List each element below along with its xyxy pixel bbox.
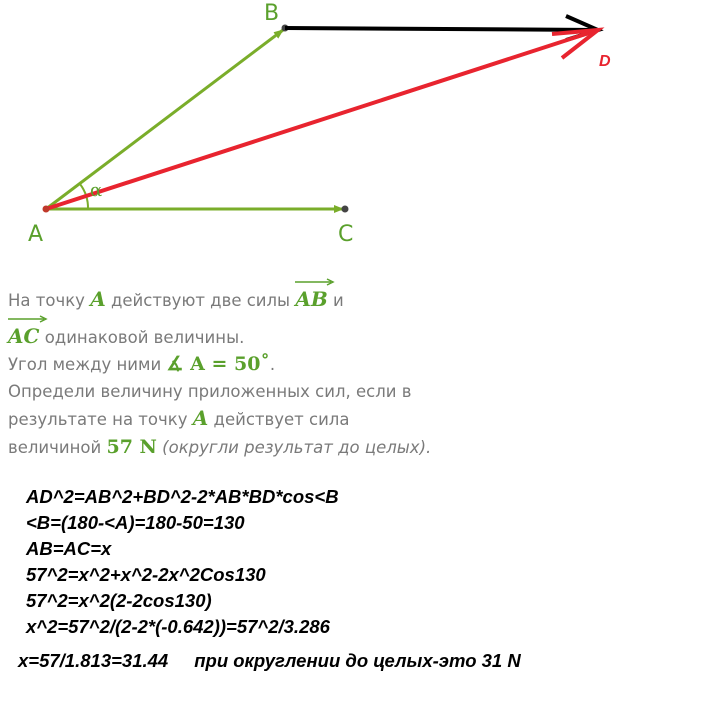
label-c: C: [338, 222, 354, 247]
vector-ab-label: AB: [295, 287, 328, 311]
problem-text-fragment: результате на точку: [8, 410, 188, 429]
solution-line-3: AB=AC=x: [26, 538, 112, 559]
problem-line-4: Определи величину приложенных сил, если в: [8, 381, 412, 401]
solution-line-2: <B=(180-<A)=180-50=130: [26, 512, 245, 533]
problem-text-fragment: и: [333, 291, 344, 310]
force-value: 57 N: [106, 435, 157, 458]
label-d: D: [599, 53, 611, 70]
problem-text-fragment: величиной: [8, 437, 102, 457]
solution-final-line: [18, 650, 521, 672]
problem-line-2: [8, 315, 428, 352]
label-b: B: [264, 1, 280, 26]
problem-line-6: [8, 434, 432, 462]
problem-text-fragment: действуют две силы: [110, 291, 291, 310]
solution-final-expression: x=57/1.813=31.44: [18, 650, 169, 671]
label-alpha: α: [90, 180, 103, 201]
solution-line-5: 57^2=x^2(2-2cos130): [26, 590, 212, 611]
angle-expression: ∡ A = 50˚: [166, 353, 270, 375]
vector-ac-symbol: [8, 315, 39, 350]
rounding-note: (округли результат до целых).: [162, 437, 432, 457]
problem-text: [8, 278, 432, 461]
solution-line-1: AD^2=AB^2+BD^2-2*AB*BD*cos<B: [26, 486, 339, 507]
vector-arrow-icon: [295, 278, 335, 286]
solution-final-note: при округлении до целых-это 31 N: [194, 650, 521, 671]
solution-line-4: 57^2=x^2+x^2-2x^2Cos130: [26, 564, 266, 585]
point-c-dot: [342, 206, 349, 213]
vector-ab-symbol: [295, 278, 327, 313]
problem-line-5: [8, 405, 428, 434]
vector-arrow-icon: [8, 315, 48, 323]
solution-line-6: x^2=57^2/(2-2*(-0.642))=57^2/3.286: [26, 616, 330, 637]
point-a-symbol: A: [192, 406, 209, 430]
problem-line-3: [8, 351, 428, 379]
problem-text-fragment: действует сила: [213, 410, 350, 429]
problem-text-fragment: .: [269, 355, 276, 374]
vector-ac-label: AC: [8, 323, 40, 348]
point-a-dot: [43, 206, 50, 213]
point-a-symbol: A: [90, 287, 106, 311]
vector-ab: [46, 30, 283, 209]
problem-text-fragment: На точку: [8, 291, 85, 310]
vector-ad: [46, 30, 598, 209]
problem-line-1: [8, 278, 428, 315]
problem-text-fragment: одинаковой величины.: [44, 327, 245, 347]
label-a: A: [28, 222, 44, 247]
vector-bd: [285, 28, 598, 30]
vector-diagram: [0, 0, 714, 260]
problem-text-fragment: Угол между ними: [8, 355, 162, 374]
